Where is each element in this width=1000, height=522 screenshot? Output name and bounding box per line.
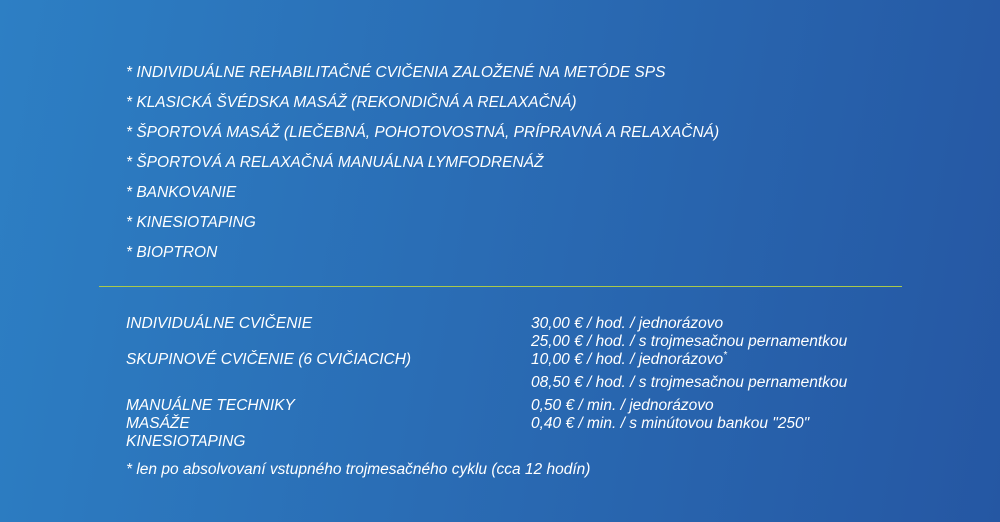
price-value-text: 10,00 € / hod. / jednorázovo — [531, 351, 724, 368]
price-row — [126, 433, 926, 451]
price-row — [126, 315, 926, 333]
price-value: 08,50 € / hod. / s trojmesačnou pernamentkou — [531, 374, 848, 391]
divider-line — [99, 286, 902, 287]
price-row — [126, 374, 926, 397]
service-item: * ŠPORTOVÁ MASÁŽ (LIEČEBNÁ, POHOTOVOSTNÁ, PRÍPRAVNÁ A RELAXAČNÁ) — [126, 124, 720, 141]
price-row — [126, 415, 926, 433]
footnote: * len po absolvovaní vstupného trojmesačného cyklu (cca 12 hodín) — [126, 461, 591, 478]
price-row — [126, 397, 926, 415]
price-value: 30,00 € / hod. / jednorázovo — [531, 315, 724, 332]
price-row — [126, 333, 926, 351]
price-label: INDIVIDUÁLNE CVIČENIE — [126, 315, 313, 332]
price-row — [126, 351, 926, 374]
price-label: SKUPINOVÉ CVIČENIE (6 CVIČIACICH) — [126, 351, 412, 368]
service-item: * KLASICKÁ ŠVÉDSKA MASÁŽ (REKONDIČNÁ A RELAXAČNÁ) — [126, 94, 577, 111]
service-item: * ŠPORTOVÁ A RELAXAČNÁ MANUÁLNA LYMFODRENÁŽ — [126, 154, 544, 171]
price-label: MANUÁLNE TECHNIKY — [126, 397, 295, 414]
service-item: * BANKOVANIE — [126, 184, 237, 201]
price-list — [126, 315, 926, 451]
service-item: * KINESIOTAPING — [126, 214, 256, 231]
price-label: MASÁŽE — [126, 415, 190, 432]
services-list — [126, 63, 719, 273]
price-value: 0,40 € / min. / s minútovou bankou "250" — [531, 415, 810, 432]
price-value: 0,50 € / min. / jednorázovo — [531, 397, 714, 414]
price-value: 25,00 € / hod. / s trojmesačnou pernamentkou — [531, 333, 848, 350]
footnote-marker: * — [723, 350, 728, 361]
service-item: * BIOPTRON — [126, 244, 218, 261]
price-label: KINESIOTAPING — [126, 433, 246, 450]
service-item: * INDIVIDUÁLNE REHABILITAČNÉ CVIČENIA ZALOŽENÉ NA METÓDE SPS — [126, 64, 666, 81]
price-value — [531, 351, 727, 369]
